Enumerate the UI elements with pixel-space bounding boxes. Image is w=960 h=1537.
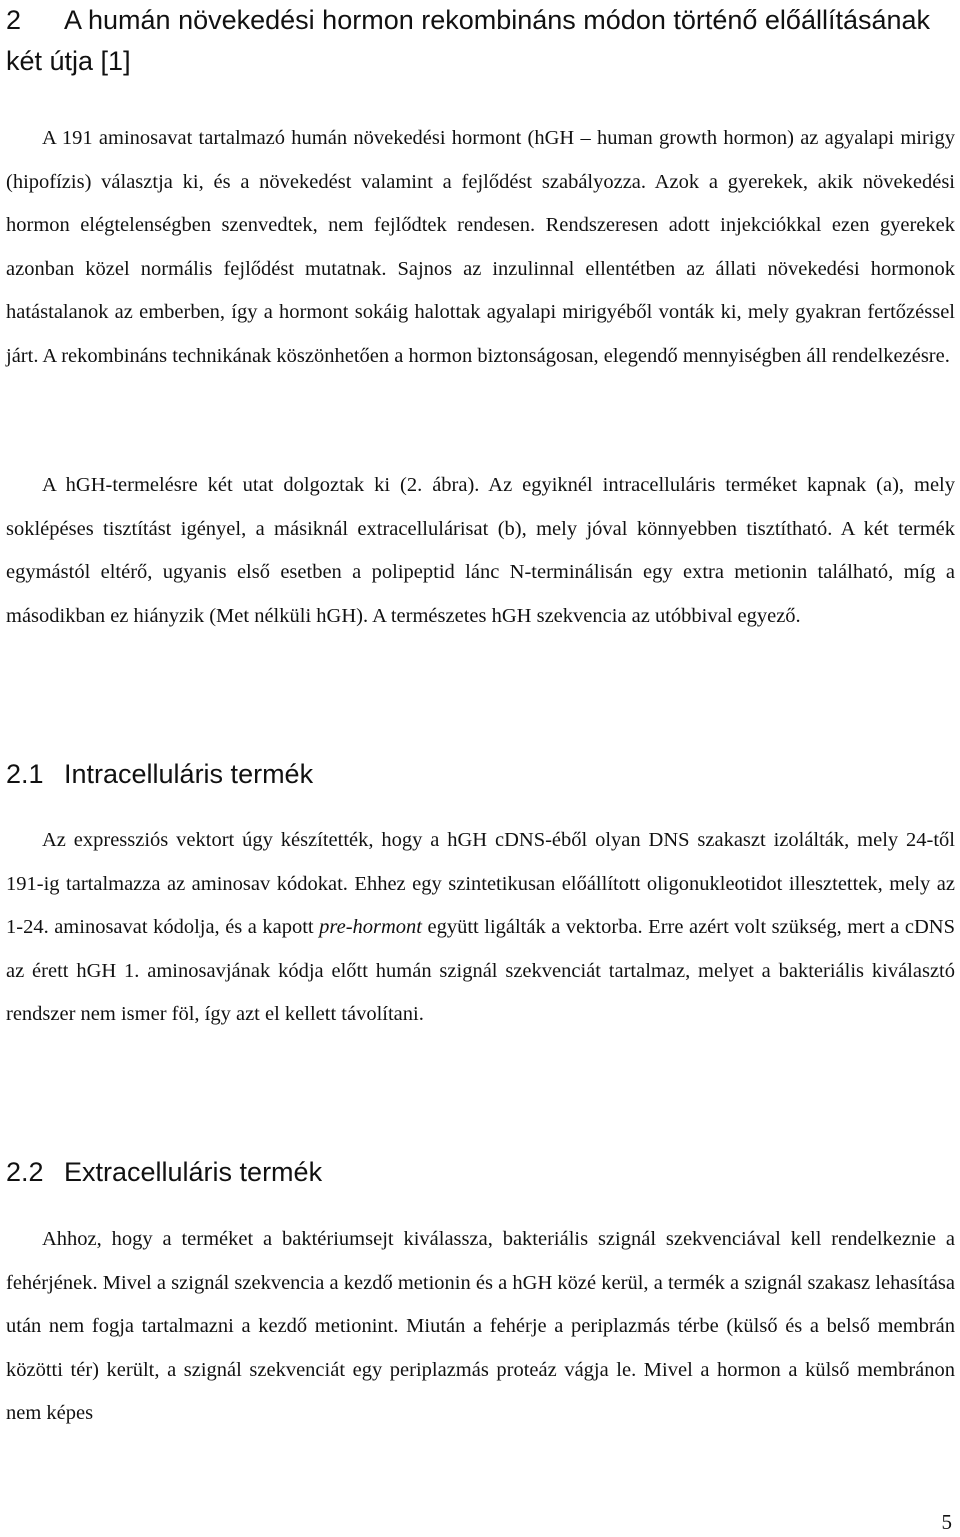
italic-term: pre-hormont	[319, 916, 422, 938]
section-heading-2-1	[6, 758, 946, 790]
page-number: 5	[941, 1510, 952, 1534]
section-number: 2.2	[6, 1157, 44, 1187]
section-title: Intracelluláris termék	[64, 759, 314, 789]
section-title: Extracelluláris termék	[64, 1157, 323, 1187]
chapter-title: A humán növekedési hormon rekombináns módon történő előállításának két útja [1]	[6, 5, 931, 76]
paragraph-text: együtt ligálták a vektorba. Erre azért volt szükség, mert a cDNS az érett hGH 1. aminosavjának kódja előtt humán szignál szekvenciát tartalmaz, melyet a bakteriális kiválasztó rendszer nem ismer föl, így azt el kellett távolítani.	[6, 916, 956, 1025]
section-heading-2-2	[6, 1156, 946, 1188]
section-number: 2.1	[6, 759, 44, 789]
paragraph-text: Az expressziós vektort úgy készítették, hogy a hGH cDNS-éből olyan DNS szakaszt izolálták, mely 24-től 191-ig tartalmazza az aminosav kódokat. Ehhez egy szintetikusan előállított oligonukleotidot illesztettek, mely az 1-24. aminosavat kódolja, és a kapott	[6, 829, 955, 938]
section-2-2-paragraph: Ahhoz, hogy a terméket a baktériumsejt kiválassza, bakteriális szignál szekvenciával kell rendelkeznie a fehérjének. Mivel a szignál szekvencia a kezdő metionin és a hGH közé kerül, a termék a szignál szakasz lehasítása után nem fogja tartalmazni a kezdő metionint. Miután a fehérje a periplazmás térbe (külső és a belső membrán közötti tér) került, a szignál szekvenciát egy periplazmás proteáz vágja le. Mivel a hormon a külső membránon nem képes	[6, 1228, 955, 1424]
chapter-heading	[6, 0, 946, 82]
section-2-1-paragraph	[6, 819, 955, 1037]
chapter-number: 2	[6, 5, 22, 35]
intro-paragraph-1: A 191 aminosavat tartalmazó humán növekedési hormont (hGH – human growth hormon) az agyalapi mirigy (hipofízis) választja ki, és a növekedést valamint a fejlődést szabályozza. Azok a gyerekek, akik növekedési hormon elégtelenségben szenvedtek, nem fejlődtek rendesen. Rendszeresen adott injekciókkal ezen gyerekek azonban közel normális fejlődést mutatnak. Sajnos az inzulinnal ellentétben az állati növekedési hormonok hatástalanok az emberben, így a hormont sokáig halottak agyalapi mirigyéből vonták ki, mely gyakran fertőzéssel járt. A rekombináns technikának köszönhetően a hormon biztonságosan, elegendő mennyiségben áll rendelkezésre.	[6, 127, 955, 367]
intro-paragraph-2: A hGH-termelésre két utat dolgoztak ki (2. ábra). Az egyiknél intracelluláris terméket kapnak (a), mely soklépéses tisztítást igényel, a másiknál extracellulárisat (b), mely jóval könnyebben tisztítható. A két termék egymástól eltérő, ugyanis első esetben a polipeptid lánc N-terminálisán egy extra metionin található, míg a másodikban ez hiányzik (Met nélküli hGH). A természetes hGH szekvencia az utóbbival egyező.	[6, 474, 955, 627]
